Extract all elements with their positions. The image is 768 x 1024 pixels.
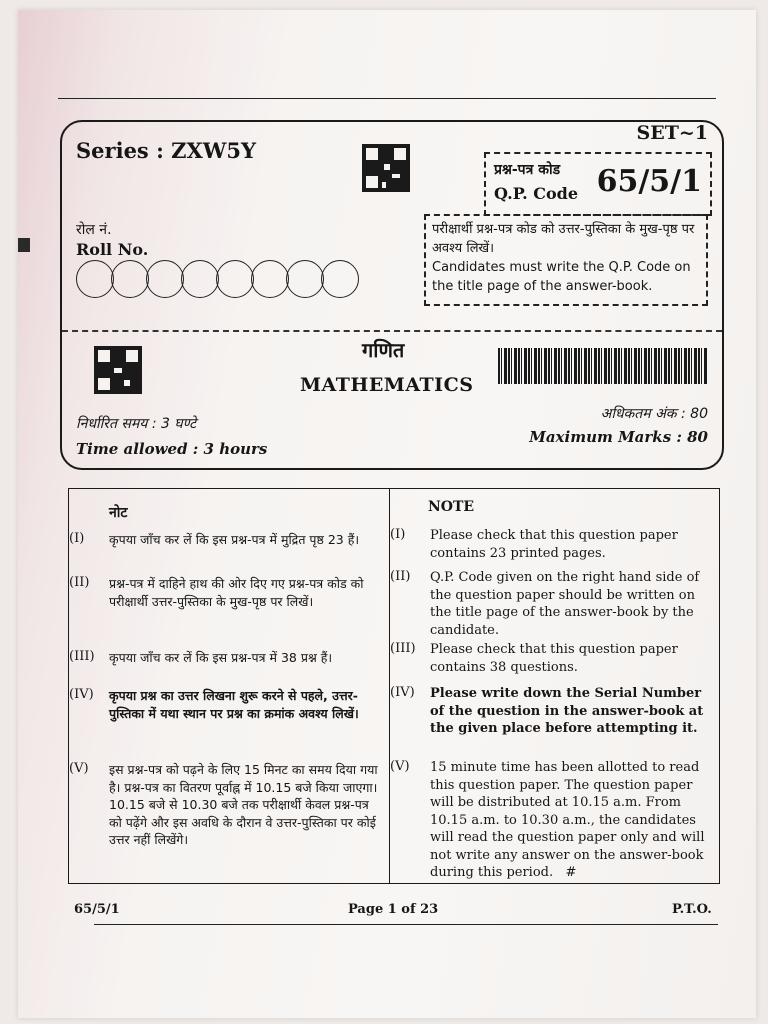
- item-text: Please check that this question paper contains 23 printed pages.: [430, 528, 678, 561]
- item-number: (V): [390, 759, 410, 774]
- roll-no-hindi-label: रोल नं.: [76, 222, 112, 238]
- roll-no-bubbles: [76, 260, 376, 300]
- set-label: SET~1: [636, 122, 708, 144]
- qr-code-icon: [362, 144, 410, 192]
- bottom-rule: [94, 924, 718, 925]
- qp-code-label: Q.P. Code: [494, 184, 579, 203]
- item-text: इस प्रश्न-पत्र को पढ़ने के लिए 15 मिनट का समय दिया गया है। प्रश्न-पत्र का वितरण पूर्वाह्न में 10.15 बजे किया जाएगा। 10.15 बजे से 10.30 बजे तक परीक्षार्थी केवल प्रश्न-पत्र को पढ़ेंगे और इस अवधि के दौरान वे उत्तर-पुस्तिका पर कोई उत्तर नहीं लिखेंगे।: [109, 762, 378, 847]
- english-notes-column: [390, 489, 719, 883]
- max-marks: Maximum Marks : 80: [529, 428, 708, 446]
- max-marks-hindi: अधिकतम अंक : 80: [600, 406, 708, 422]
- item-text: [430, 759, 715, 882]
- item-number: (II): [390, 569, 411, 584]
- header-divider: [62, 330, 722, 332]
- item-number: (IV): [390, 685, 415, 700]
- hindi-notes-heading: नोट: [109, 505, 128, 521]
- item-text: Please write down the Serial Number of the question in the answer-book at the given place before attempting it.: [430, 686, 704, 736]
- roll-no-bubble: [111, 260, 149, 298]
- roll-no-bubble: [76, 260, 114, 298]
- roll-no-bubble: [251, 260, 289, 298]
- item-text: कृपया प्रश्न का उत्तर लिखना शुरू करने से पहले, उत्तर-पुस्तिका में यथा स्थान पर प्रश्न का क्रमांक अवश्य लिखें।: [109, 688, 359, 721]
- series-label: Series : ZXW5Y: [76, 138, 256, 163]
- item-number: (V): [69, 761, 89, 776]
- item-text: कृपया जाँच कर लें कि इस प्रश्न-पत्र में 38 प्रश्न हैं।: [109, 650, 333, 665]
- item-number: (III): [390, 641, 416, 656]
- item-number: (I): [390, 527, 406, 542]
- subject-title: MATHEMATICS: [300, 374, 474, 396]
- subject-hindi: गणित: [362, 338, 405, 362]
- page-number: Page 1 of 23: [348, 902, 439, 917]
- item-text: प्रश्न-पत्र में दाहिने हाथ की ओर दिए गए प्रश्न-पत्र कोड को परीक्षार्थी उत्तर-पुस्तिका के मुख-पृष्ठ पर लिखें।: [109, 576, 364, 609]
- roll-no-bubble: [181, 260, 219, 298]
- top-rule: [58, 98, 716, 99]
- footer-qp-code: 65/5/1: [74, 902, 120, 917]
- roll-no-bubble: [216, 260, 254, 298]
- item-text: Please check that this question paper contains 38 questions.: [430, 642, 678, 675]
- end-mark: #: [565, 865, 577, 880]
- item-text: Q.P. Code given on the right hand side of the question paper should be written on the title page of the answer-book by the candidate.: [430, 570, 700, 638]
- item-text: कृपया जाँच कर लें कि इस प्रश्न-पत्र में मुद्रित पृष्ठ 23 हैं।: [109, 532, 360, 547]
- binding-mark: [18, 238, 30, 252]
- time-allowed-hindi: निर्धारित समय : 3 घण्टे: [76, 416, 197, 432]
- instructions-table: [68, 488, 720, 884]
- item-number: (I): [69, 531, 85, 546]
- header-box: [60, 120, 724, 470]
- qp-code-hindi-label: प्रश्न-पत्र कोड: [494, 162, 561, 178]
- english-notes-heading: NOTE: [428, 499, 475, 515]
- item-number: (II): [69, 575, 90, 590]
- qp-code-value: 65/5/1: [596, 164, 702, 199]
- roll-no-bubble: [146, 260, 184, 298]
- qp-code-box: [484, 152, 712, 216]
- candidate-instruction-box: [424, 214, 708, 306]
- candidate-instruction-hindi: परीक्षार्थी प्रश्न-पत्र कोड को उत्तर-पुस्तिका के मुख-पृष्ठ पर अवश्य लिखें।: [432, 222, 695, 256]
- roll-no-label: Roll No.: [76, 240, 149, 259]
- pto-label: P.T.O.: [672, 902, 712, 917]
- barcode-icon: [498, 348, 708, 384]
- roll-no-bubble: [321, 260, 359, 298]
- item-text-content: 15 minute time has been allotted to read this question paper. The question paper will be distributed at 10.15 a.m. From 10.15 a.m. to 10.30 a.m., the candidates will read the question paper only and will not write any answer on the answer-book during this period.: [430, 760, 705, 880]
- candidate-instruction-english: Candidates must write the Q.P. Code on the title page of the answer-book.: [432, 260, 691, 294]
- time-allowed: Time allowed : 3 hours: [76, 440, 268, 458]
- qr-code-icon: [94, 346, 142, 394]
- hindi-notes-column: [69, 489, 390, 883]
- item-number: (III): [69, 649, 95, 664]
- roll-no-bubble: [286, 260, 324, 298]
- item-number: (IV): [69, 687, 94, 702]
